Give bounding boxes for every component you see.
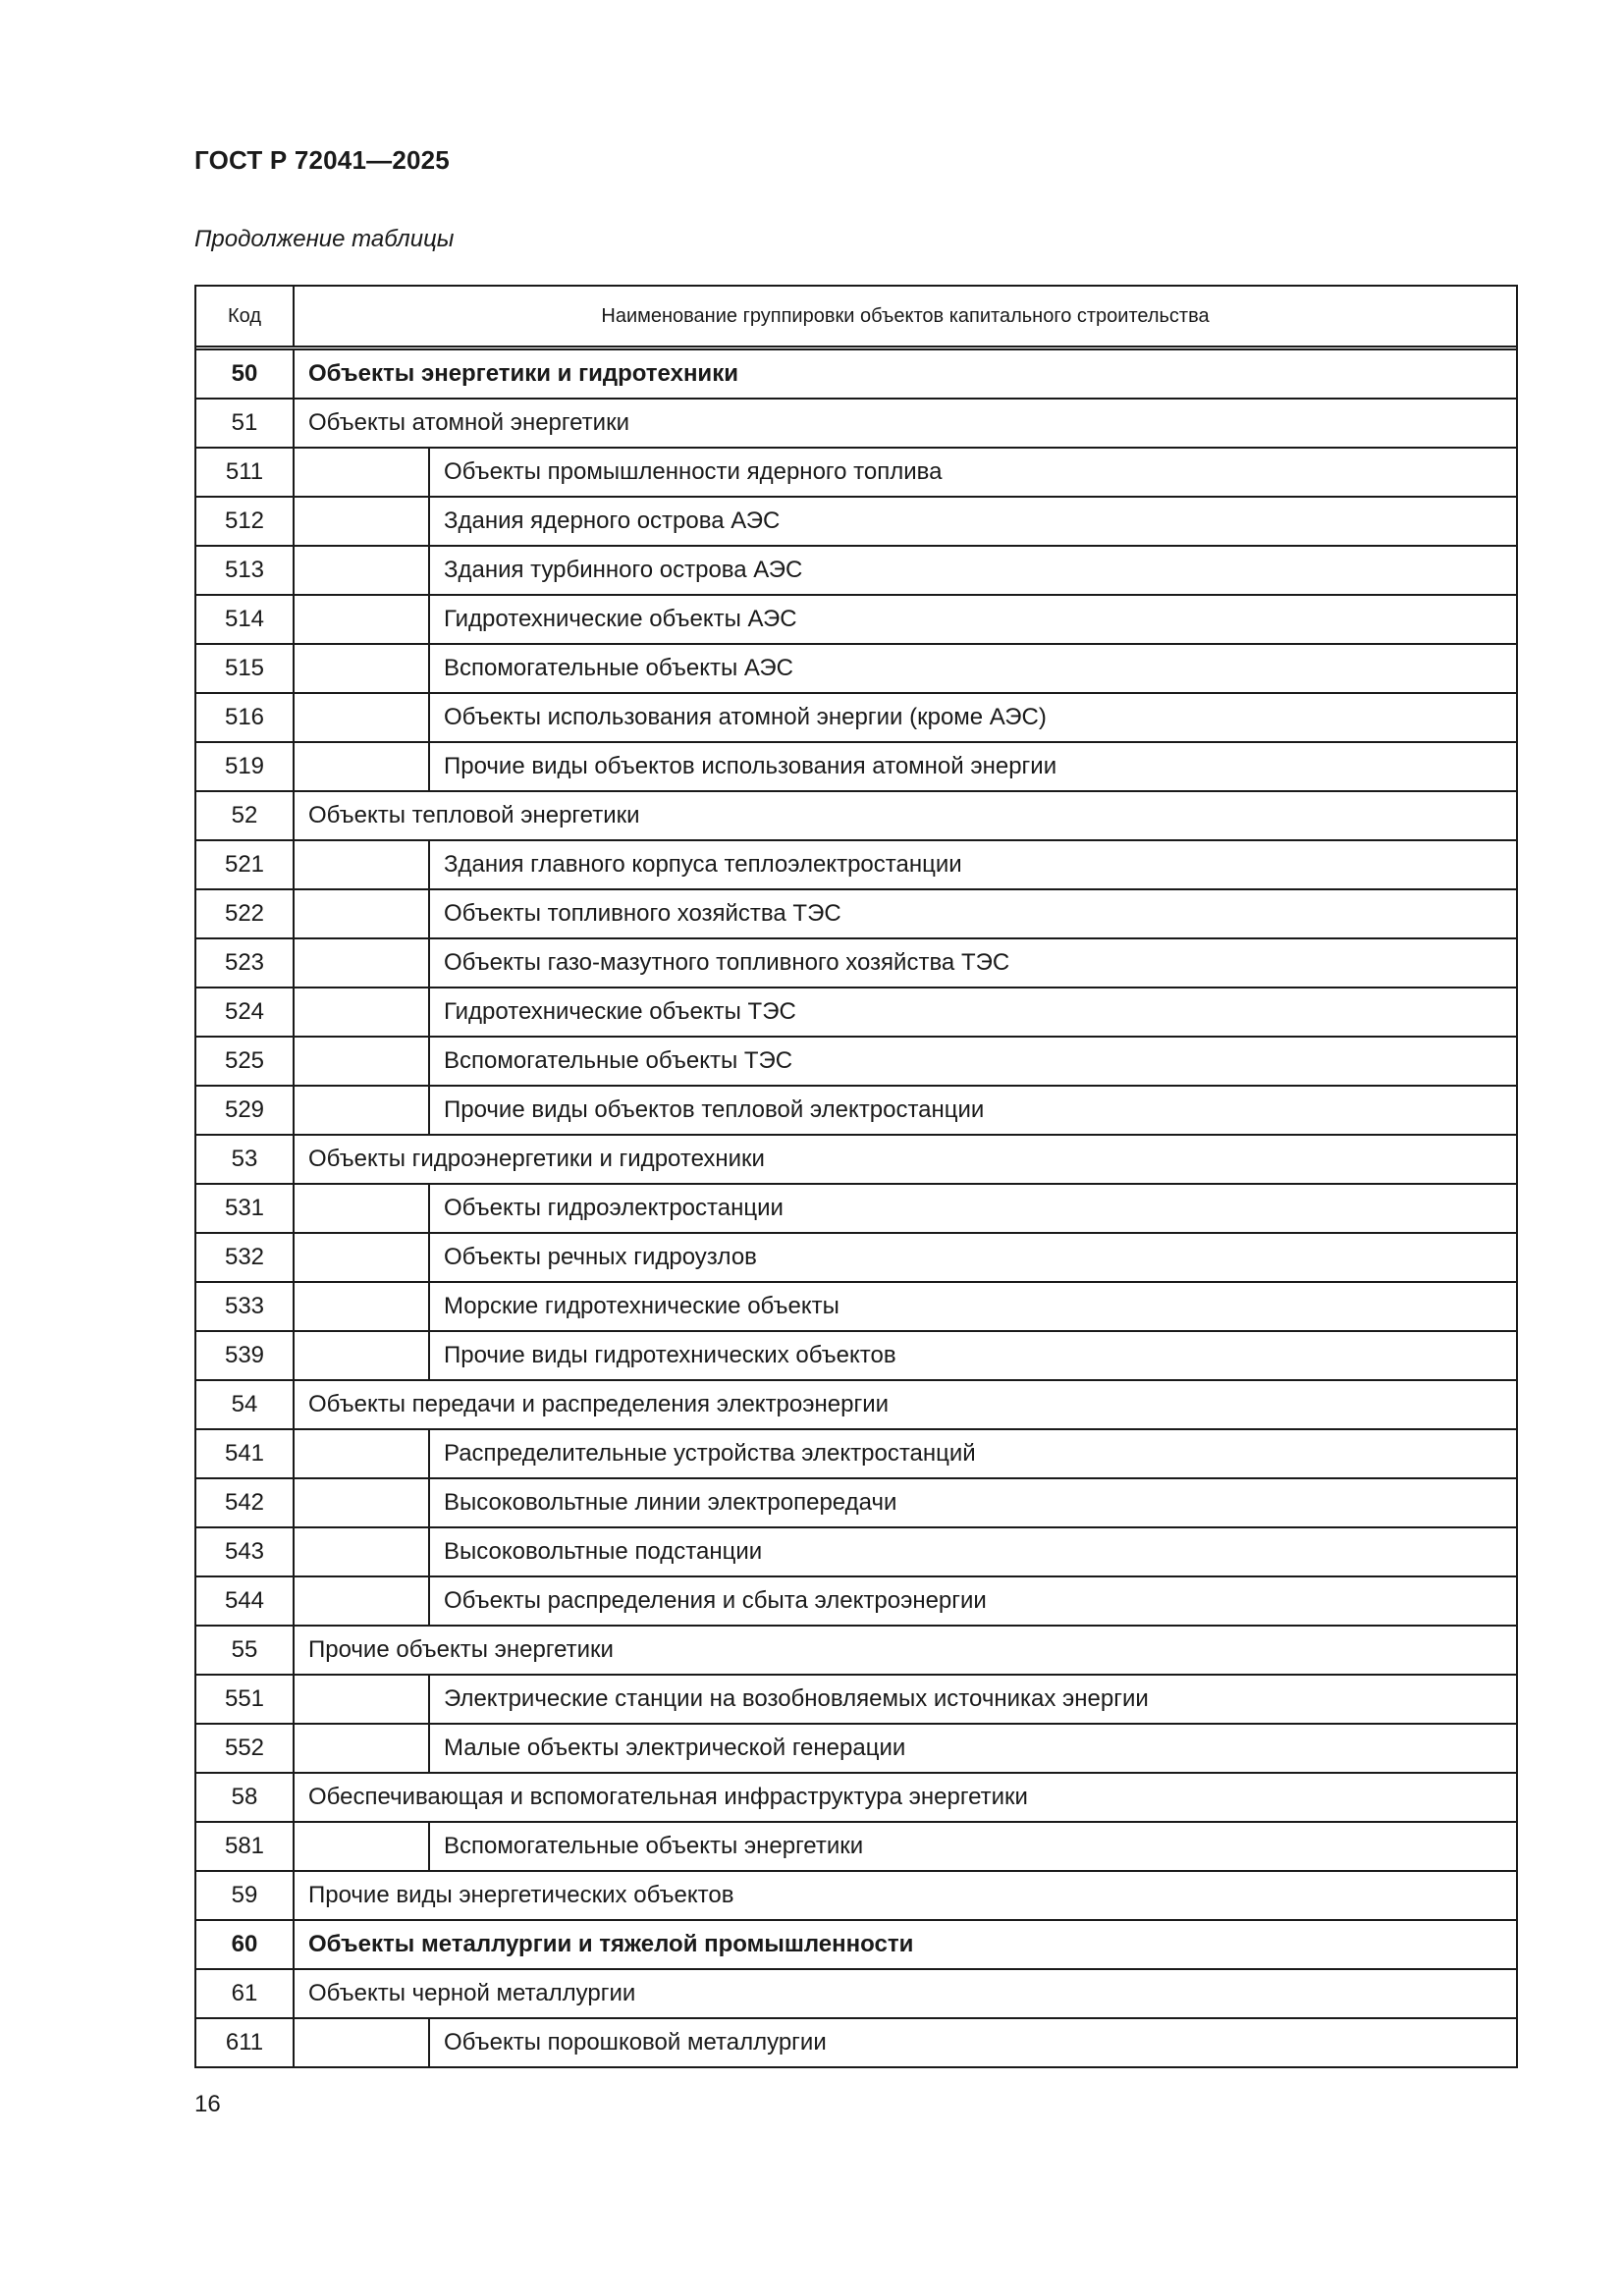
table-row — [196, 547, 1516, 596]
row-name: Вспомогательные объекты ТЭС — [444, 1047, 793, 1074]
row-code: 542 — [196, 1479, 295, 1526]
row-indent-cell — [295, 1087, 430, 1134]
table-row — [196, 1774, 1516, 1823]
row-name: Объекты черной металлургии — [308, 1980, 636, 2006]
row-indent-cell — [295, 1332, 430, 1379]
row-code: 551 — [196, 1676, 295, 1723]
table-row — [196, 890, 1516, 939]
row-code: 544 — [196, 1577, 295, 1625]
row-name: Объекты распределения и сбыта электроэнергии — [444, 1587, 987, 1614]
row-code: 521 — [196, 841, 295, 888]
row-code: 524 — [196, 988, 295, 1036]
table-row — [196, 1381, 1516, 1430]
row-name: Прочие объекты энергетики — [308, 1636, 614, 1663]
row-code: 529 — [196, 1087, 295, 1134]
row-name: Объекты использования атомной энергии (кроме АЭС) — [444, 704, 1047, 730]
table-row — [196, 1872, 1516, 1921]
table-row — [196, 1725, 1516, 1774]
row-indent-cell — [295, 1823, 430, 1870]
row-indent-cell — [295, 547, 430, 594]
row-code: 59 — [196, 1872, 295, 1919]
table-row — [196, 1087, 1516, 1136]
row-name: Объекты речных гидроузлов — [444, 1244, 757, 1270]
row-code: 531 — [196, 1185, 295, 1232]
row-name: Высоковольтные линии электропередачи — [444, 1489, 897, 1516]
row-name: Объекты атомной энергетики — [308, 409, 629, 436]
row-code: 533 — [196, 1283, 295, 1330]
row-name: Прочие виды объектов использования атомной энергии — [444, 753, 1057, 779]
row-indent-cell — [295, 939, 430, 987]
row-name: Объекты гидроэнергетики и гидротехники — [308, 1146, 765, 1172]
row-code: 512 — [196, 498, 295, 545]
row-code: 523 — [196, 939, 295, 987]
row-name: Прочие виды объектов тепловой электростанции — [444, 1096, 985, 1123]
table-row — [196, 1823, 1516, 1872]
row-code: 54 — [196, 1381, 295, 1428]
row-code: 552 — [196, 1725, 295, 1772]
table-row — [196, 1185, 1516, 1234]
row-code: 50 — [196, 350, 295, 398]
row-indent-cell — [295, 645, 430, 692]
row-code: 543 — [196, 1528, 295, 1575]
row-code: 514 — [196, 596, 295, 643]
row-code: 61 — [196, 1970, 295, 2017]
row-code: 58 — [196, 1774, 295, 1821]
row-indent-cell — [295, 596, 430, 643]
table-row — [196, 350, 1516, 400]
row-name: Вспомогательные объекты АЭС — [444, 655, 793, 681]
row-name: Объекты топливного хозяйства ТЭС — [444, 900, 841, 927]
row-indent-cell — [295, 694, 430, 741]
row-code: 539 — [196, 1332, 295, 1379]
row-code: 511 — [196, 449, 295, 496]
table-row — [196, 596, 1516, 645]
row-code: 516 — [196, 694, 295, 741]
row-indent-cell — [295, 449, 430, 496]
row-indent-cell — [295, 743, 430, 790]
row-code: 60 — [196, 1921, 295, 1968]
row-indent-cell — [295, 1676, 430, 1723]
table-row — [196, 645, 1516, 694]
row-name: Гидротехнические объекты АЭС — [444, 606, 797, 632]
row-indent-cell — [295, 1038, 430, 1085]
row-indent-cell — [295, 1528, 430, 1575]
table-row — [196, 743, 1516, 792]
table-row — [196, 1970, 1516, 2019]
table-row — [196, 449, 1516, 498]
row-name: Здания турбинного острова АЭС — [444, 557, 803, 583]
page-number: 16 — [194, 2091, 221, 2117]
row-code: 525 — [196, 1038, 295, 1085]
row-name: Объекты промышленности ядерного топлива — [444, 458, 943, 485]
row-indent-cell — [295, 1479, 430, 1526]
table-row — [196, 1921, 1516, 1970]
row-indent-cell — [295, 1725, 430, 1772]
row-indent-cell — [295, 2019, 430, 2066]
row-name: Морские гидротехнические объекты — [444, 1293, 839, 1319]
table-header-row — [196, 287, 1516, 350]
row-name: Объекты порошковой металлургии — [444, 2029, 827, 2056]
row-name: Высоковольтные подстанции — [444, 1538, 763, 1565]
table-continuation-label: Продолжение таблицы — [194, 226, 455, 252]
row-code: 541 — [196, 1430, 295, 1477]
table-row — [196, 1676, 1516, 1725]
row-code: 52 — [196, 792, 295, 839]
row-name: Объекты энергетики и гидротехники — [308, 360, 738, 387]
row-indent-cell — [295, 498, 430, 545]
table-row — [196, 841, 1516, 890]
table-row — [196, 1283, 1516, 1332]
row-name: Прочие виды энергетических объектов — [308, 1882, 734, 1908]
row-name: Здания главного корпуса теплоэлектростанции — [444, 851, 962, 878]
table-row — [196, 1528, 1516, 1577]
column-header-code: Код — [196, 287, 295, 346]
document-header: ГОСТ Р 72041—2025 — [194, 145, 450, 175]
table-row — [196, 939, 1516, 988]
row-name: Объекты тепловой энергетики — [308, 802, 640, 828]
row-name: Распределительные устройства электростанций — [444, 1440, 976, 1467]
table-row — [196, 1627, 1516, 1676]
row-code: 51 — [196, 400, 295, 447]
row-code: 53 — [196, 1136, 295, 1183]
row-code: 513 — [196, 547, 295, 594]
row-indent-cell — [295, 841, 430, 888]
row-code: 55 — [196, 1627, 295, 1674]
row-name: Объекты передачи и распределения электроэнергии — [308, 1391, 890, 1417]
row-code: 611 — [196, 2019, 295, 2066]
classification-table — [194, 285, 1518, 2068]
table-row — [196, 1479, 1516, 1528]
row-indent-cell — [295, 1577, 430, 1625]
row-name: Вспомогательные объекты энергетики — [444, 1833, 864, 1859]
row-code: 581 — [196, 1823, 295, 1870]
table-row — [196, 1430, 1516, 1479]
row-indent-cell — [295, 1185, 430, 1232]
table-row — [196, 1332, 1516, 1381]
row-code: 522 — [196, 890, 295, 937]
row-code: 519 — [196, 743, 295, 790]
column-header-name: Наименование группировки объектов капитального строительства — [601, 304, 1210, 327]
row-name: Электрические станции на возобновляемых источниках энергии — [444, 1685, 1149, 1712]
row-name: Прочие виды гидротехнических объектов — [444, 1342, 896, 1368]
row-name: Обеспечивающая и вспомогательная инфраструктура энергетики — [308, 1784, 1028, 1810]
table-row — [196, 694, 1516, 743]
row-name: Малые объекты электрической генерации — [444, 1735, 906, 1761]
row-name: Объекты газо-мазутного топливного хозяйства ТЭС — [444, 949, 1010, 976]
row-indent-cell — [295, 1234, 430, 1281]
row-indent-cell — [295, 988, 430, 1036]
row-indent-cell — [295, 1283, 430, 1330]
table-row — [196, 1038, 1516, 1087]
table-row — [196, 1136, 1516, 1185]
table-row — [196, 988, 1516, 1038]
row-name: Объекты гидроэлектростанции — [444, 1195, 784, 1221]
table-grid — [194, 285, 1518, 2068]
row-name: Объекты металлургии и тяжелой промышленности — [308, 1931, 914, 1957]
table-row — [196, 498, 1516, 547]
row-indent-cell — [295, 890, 430, 937]
table-row — [196, 1577, 1516, 1627]
row-name: Здания ядерного острова АЭС — [444, 507, 781, 534]
row-indent-cell — [295, 1430, 430, 1477]
row-code: 532 — [196, 1234, 295, 1281]
row-name: Гидротехнические объекты ТЭС — [444, 998, 796, 1025]
table-row — [196, 2019, 1516, 2068]
table-row — [196, 400, 1516, 449]
table-row — [196, 792, 1516, 841]
row-code: 515 — [196, 645, 295, 692]
table-row — [196, 1234, 1516, 1283]
